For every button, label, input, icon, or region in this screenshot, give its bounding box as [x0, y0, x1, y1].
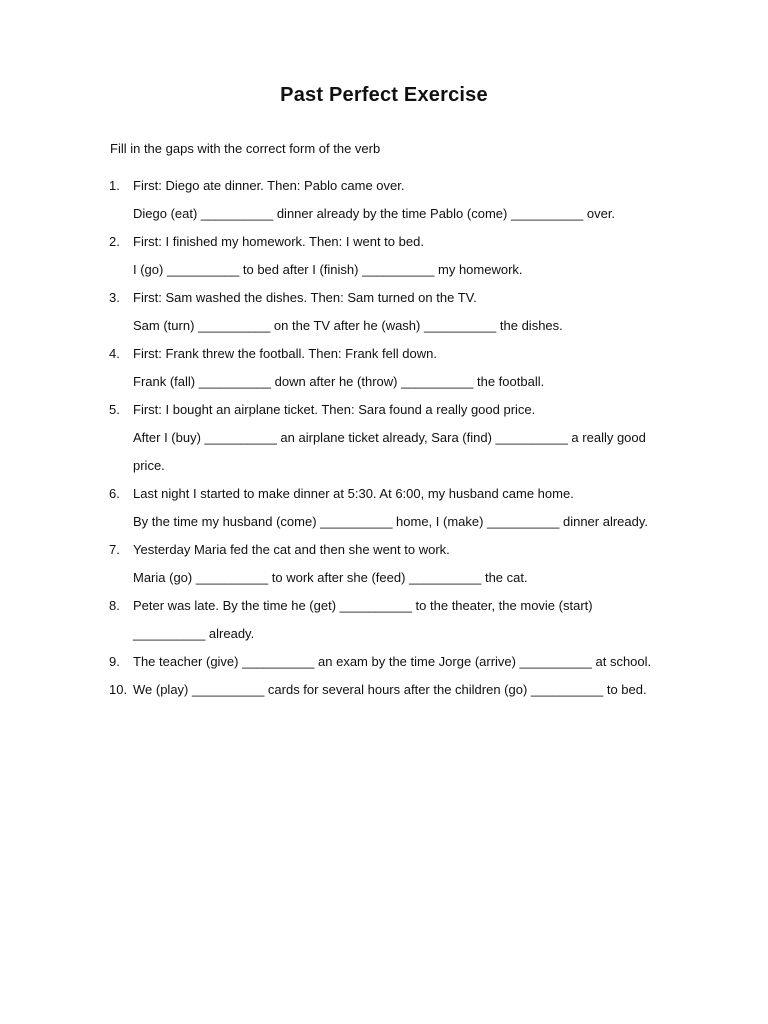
exercise-item: [0, 284, 768, 340]
exercise-prompt: Last night I started to make dinner at 5:30. At 6:00, my husband came home.: [133, 486, 574, 501]
page-title: Past Perfect Exercise: [280, 84, 488, 106]
exercise-item: [0, 228, 768, 284]
exercise-sentence: Diego (eat) __________ dinner already by the time Pablo (come) __________ over.: [133, 206, 616, 221]
instructions-text: Fill in the gaps with the correct form of the verb: [110, 141, 381, 156]
exercise-item: [0, 480, 768, 536]
exercise-prompt: First: I finished my homework. Then: I went to bed.: [133, 234, 424, 249]
exercise-prompt: The teacher (give) __________ an exam by the time Jorge (arrive) __________ at school.: [133, 654, 652, 669]
exercise-item: [0, 396, 768, 480]
exercise-item: [0, 172, 768, 228]
exercise-number: 8.: [109, 598, 120, 613]
exercise-prompt: First: Frank threw the football. Then: Frank fell down.: [133, 346, 437, 361]
exercise-number: 3.: [109, 290, 120, 305]
exercise-list: [0, 172, 768, 704]
exercise-sentence: By the time my husband (come) __________ home, I (make) __________ dinner already.: [133, 514, 649, 529]
exercise-sentence: __________ already.: [133, 626, 255, 641]
exercise-number: 4.: [109, 346, 120, 361]
exercise-number: 5.: [109, 402, 120, 417]
exercise-item: [0, 676, 768, 704]
exercise-sentence: Sam (turn) __________ on the TV after he (wash) __________ the dishes.: [133, 318, 563, 333]
exercise-number: 7.: [109, 542, 120, 557]
exercise-prompt: Yesterday Maria fed the cat and then she went to work.: [133, 542, 450, 557]
exercise-number: 2.: [109, 234, 120, 249]
exercise-sentence: Maria (go) __________ to work after she (feed) __________ the cat.: [133, 570, 528, 585]
exercise-number: 6.: [109, 486, 120, 501]
exercise-prompt: First: Sam washed the dishes. Then: Sam turned on the TV.: [133, 290, 477, 305]
exercise-prompt: Peter was late. By the time he (get) __________ to the theater, the movie (start): [133, 598, 593, 613]
exercise-item: [0, 648, 768, 676]
exercise-prompt: First: Diego ate dinner. Then: Pablo came over.: [133, 178, 405, 193]
exercise-number: 9.: [109, 654, 120, 669]
exercise-prompt: We (play) __________ cards for several hours after the children (go) __________ to bed.: [133, 682, 647, 697]
exercise-sentence: price.: [133, 458, 165, 473]
exercise-number: 10.: [109, 682, 128, 697]
exercise-sentence: After I (buy) __________ an airplane ticket already, Sara (find) __________ a really good: [133, 430, 646, 445]
exercise-item: [0, 340, 768, 396]
exercise-item: [0, 536, 768, 592]
exercise-sentence: Frank (fall) __________ down after he (throw) __________ the football.: [133, 374, 545, 389]
exercise-item: [0, 592, 768, 648]
exercise-prompt: First: I bought an airplane ticket. Then: Sara found a really good price.: [133, 402, 536, 417]
exercise-number: 1.: [109, 178, 120, 193]
exercise-sentence: I (go) __________ to bed after I (finish) __________ my homework.: [133, 262, 523, 277]
